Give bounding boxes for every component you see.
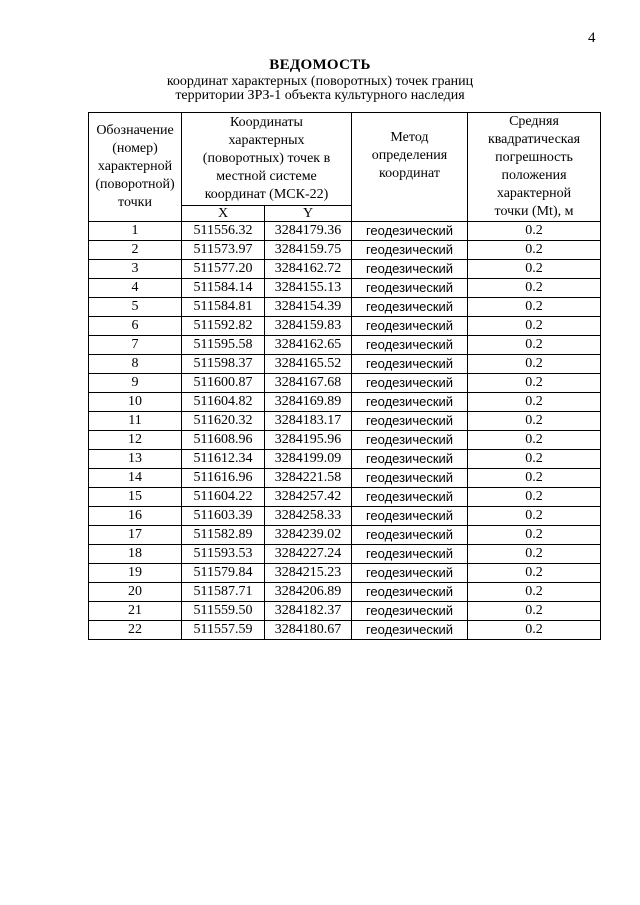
error-cell: 0.2 xyxy=(468,545,601,564)
method-header-line: Метод xyxy=(390,130,429,145)
point-number-cell: 5 xyxy=(89,298,182,317)
y-coordinate-cell: 3284180.67 xyxy=(265,621,352,640)
page-number: 4 xyxy=(588,30,596,46)
y-coordinate-cell: 3284257.42 xyxy=(265,488,352,507)
table-row xyxy=(89,564,601,583)
error-cell: 0.2 xyxy=(468,621,601,640)
table-row xyxy=(89,431,601,450)
y-coordinate-cell: 3284159.75 xyxy=(265,241,352,260)
method-cell: геодезический xyxy=(352,545,468,564)
y-coordinate-cell: 3284155.13 xyxy=(265,279,352,298)
method-cell: геодезический xyxy=(352,450,468,469)
y-coordinate-cell: 3284183.17 xyxy=(265,412,352,431)
method-cell: геодезический xyxy=(352,526,468,545)
designation-header-line: (поворотной) xyxy=(95,177,175,192)
method-cell: геодезический xyxy=(352,279,468,298)
y-coordinate-cell: 3284167.68 xyxy=(265,374,352,393)
designation-header-line: (номер) xyxy=(112,141,158,156)
error-cell: 0.2 xyxy=(468,488,601,507)
document-subtitle-line2: территории ЗРЗ-1 объекта культурного наследия xyxy=(175,88,465,103)
point-number-cell: 9 xyxy=(89,374,182,393)
error-header-line: точки (Mt), м xyxy=(494,204,574,219)
y-coordinate-cell: 3284195.96 xyxy=(265,431,352,450)
table-row xyxy=(89,488,601,507)
table-row xyxy=(89,336,601,355)
x-coordinate-cell: 511577.20 xyxy=(182,260,265,279)
designation-header xyxy=(89,113,182,222)
document-title: ВЕДОМОСТЬ xyxy=(269,57,371,73)
method-header-line: координат xyxy=(379,166,440,181)
point-number-cell: 8 xyxy=(89,355,182,374)
table-row xyxy=(89,317,601,336)
point-number-cell: 11 xyxy=(89,412,182,431)
y-coordinate-cell: 3284162.72 xyxy=(265,260,352,279)
point-number-cell: 3 xyxy=(89,260,182,279)
y-coordinate-cell: 3284227.24 xyxy=(265,545,352,564)
designation-header-line: точки xyxy=(118,195,152,210)
error-cell: 0.2 xyxy=(468,564,601,583)
point-number-cell: 15 xyxy=(89,488,182,507)
x-coordinate-cell: 511579.84 xyxy=(182,564,265,583)
point-number-cell: 16 xyxy=(89,507,182,526)
point-number-cell: 21 xyxy=(89,602,182,621)
x-coordinate-cell: 511584.81 xyxy=(182,298,265,317)
method-cell: геодезический xyxy=(352,241,468,260)
x-coordinate-cell: 511557.59 xyxy=(182,621,265,640)
point-number-cell: 4 xyxy=(89,279,182,298)
error-cell: 0.2 xyxy=(468,526,601,545)
y-coordinate-cell: 3284179.36 xyxy=(265,222,352,241)
x-coordinate-cell: 511584.14 xyxy=(182,279,265,298)
error-cell: 0.2 xyxy=(468,336,601,355)
error-header-line: положения xyxy=(501,168,567,183)
table-row xyxy=(89,545,601,564)
y-coordinate-cell: 3284169.89 xyxy=(265,393,352,412)
x-coordinate-cell: 511598.37 xyxy=(182,355,265,374)
method-cell: геодезический xyxy=(352,393,468,412)
method-cell: геодезический xyxy=(352,469,468,488)
x-coordinate-cell: 511608.96 xyxy=(182,431,265,450)
x-coordinate-cell: 511620.32 xyxy=(182,412,265,431)
table-body xyxy=(89,222,601,640)
error-cell: 0.2 xyxy=(468,450,601,469)
error-cell: 0.2 xyxy=(468,469,601,488)
y-coordinate-cell: 3284154.39 xyxy=(265,298,352,317)
table-row xyxy=(89,279,601,298)
x-coordinate-cell: 511587.71 xyxy=(182,583,265,602)
error-cell: 0.2 xyxy=(468,412,601,431)
error-header-line: Средняя xyxy=(509,114,559,129)
error-cell: 0.2 xyxy=(468,507,601,526)
x-coordinate-cell: 511556.32 xyxy=(182,222,265,241)
method-cell: геодезический xyxy=(352,222,468,241)
error-header xyxy=(468,113,601,222)
error-cell: 0.2 xyxy=(468,602,601,621)
coordinates-header-line: (поворотных) точек в xyxy=(202,150,331,166)
x-coordinate-cell: 511559.50 xyxy=(182,602,265,621)
y-coordinate-cell: 3284165.52 xyxy=(265,355,352,374)
method-cell: геодезический xyxy=(352,583,468,602)
table-row xyxy=(89,241,601,260)
x-coordinate-cell: 511603.39 xyxy=(182,507,265,526)
table-row xyxy=(89,355,601,374)
designation-header-line: характерной xyxy=(97,159,173,174)
method-cell: геодезический xyxy=(352,355,468,374)
y-coordinate-cell: 3284199.09 xyxy=(265,450,352,469)
coordinates-header-line: Координаты xyxy=(230,114,303,130)
x-coordinate-cell: 511604.22 xyxy=(182,488,265,507)
y-coordinate-cell: 3284221.58 xyxy=(265,469,352,488)
coordinates-header xyxy=(182,113,352,206)
method-cell: геодезический xyxy=(352,317,468,336)
point-number-cell: 18 xyxy=(89,545,182,564)
coordinates-header-line: местной системе xyxy=(216,168,317,184)
error-cell: 0.2 xyxy=(468,317,601,336)
x-coordinate-cell: 511604.82 xyxy=(182,393,265,412)
method-cell: геодезический xyxy=(352,507,468,526)
method-cell: геодезический xyxy=(352,431,468,450)
point-number-cell: 20 xyxy=(89,583,182,602)
y-coordinate-cell: 3284258.33 xyxy=(265,507,352,526)
point-number-cell: 17 xyxy=(89,526,182,545)
table-row xyxy=(89,507,601,526)
error-cell: 0.2 xyxy=(468,298,601,317)
method-cell: геодезический xyxy=(352,336,468,355)
y-header: Y xyxy=(265,205,352,221)
error-header-line: квадратическая xyxy=(487,132,581,147)
x-coordinate-cell: 511593.53 xyxy=(182,545,265,564)
error-cell: 0.2 xyxy=(468,583,601,602)
table-row xyxy=(89,602,601,621)
coordinates-header-line: координат (МСК-22) xyxy=(204,186,329,202)
table-row xyxy=(89,222,601,241)
x-coordinate-cell: 511616.96 xyxy=(182,469,265,488)
table-row xyxy=(89,393,601,412)
y-coordinate-cell: 3284182.37 xyxy=(265,602,352,621)
error-cell: 0.2 xyxy=(468,279,601,298)
x-coordinate-cell: 511595.58 xyxy=(182,336,265,355)
document-subtitle-line1: координат характерных (поворотных) точек границ xyxy=(166,74,474,89)
error-header-line: погрешность xyxy=(495,150,573,165)
point-number-cell: 7 xyxy=(89,336,182,355)
point-number-cell: 19 xyxy=(89,564,182,583)
method-header-line: определения xyxy=(371,148,448,163)
method-cell: геодезический xyxy=(352,374,468,393)
y-coordinate-cell: 3284159.83 xyxy=(265,317,352,336)
table-header-row xyxy=(89,113,601,206)
point-number-cell: 12 xyxy=(89,431,182,450)
x-header: X xyxy=(182,205,265,221)
table-row xyxy=(89,583,601,602)
x-coordinate-cell: 511592.82 xyxy=(182,317,265,336)
point-number-cell: 14 xyxy=(89,469,182,488)
error-cell: 0.2 xyxy=(468,260,601,279)
x-coordinate-cell: 511573.97 xyxy=(182,241,265,260)
table-row xyxy=(89,621,601,640)
designation-header-line: Обозначение xyxy=(96,123,174,138)
error-cell: 0.2 xyxy=(468,355,601,374)
method-cell: геодезический xyxy=(352,412,468,431)
table-row xyxy=(89,374,601,393)
error-cell: 0.2 xyxy=(468,241,601,260)
error-cell: 0.2 xyxy=(468,393,601,412)
error-cell: 0.2 xyxy=(468,431,601,450)
method-cell: геодезический xyxy=(352,488,468,507)
y-coordinate-cell: 3284162.65 xyxy=(265,336,352,355)
x-coordinate-cell: 511600.87 xyxy=(182,374,265,393)
point-number-cell: 22 xyxy=(89,621,182,640)
method-cell: геодезический xyxy=(352,564,468,583)
method-cell: геодезический xyxy=(352,602,468,621)
method-cell: геодезический xyxy=(352,298,468,317)
point-number-cell: 6 xyxy=(89,317,182,336)
y-coordinate-cell: 3284215.23 xyxy=(265,564,352,583)
error-header-line: характерной xyxy=(496,186,572,201)
method-cell: геодезический xyxy=(352,621,468,640)
method-cell: геодезический xyxy=(352,260,468,279)
coordinates-header-line: характерных xyxy=(228,132,305,148)
table-row xyxy=(89,526,601,545)
error-cell: 0.2 xyxy=(468,374,601,393)
point-number-cell: 10 xyxy=(89,393,182,412)
x-coordinate-cell: 511582.89 xyxy=(182,526,265,545)
method-header xyxy=(352,113,468,222)
y-coordinate-cell: 3284206.89 xyxy=(265,583,352,602)
table-row xyxy=(89,450,601,469)
table-row xyxy=(89,260,601,279)
table-row xyxy=(89,298,601,317)
table-row xyxy=(89,469,601,488)
x-coordinate-cell: 511612.34 xyxy=(182,450,265,469)
coordinates-table xyxy=(88,112,601,640)
y-coordinate-cell: 3284239.02 xyxy=(265,526,352,545)
point-number-cell: 2 xyxy=(89,241,182,260)
table-row xyxy=(89,412,601,431)
point-number-cell: 1 xyxy=(89,222,182,241)
point-number-cell: 13 xyxy=(89,450,182,469)
error-cell: 0.2 xyxy=(468,222,601,241)
